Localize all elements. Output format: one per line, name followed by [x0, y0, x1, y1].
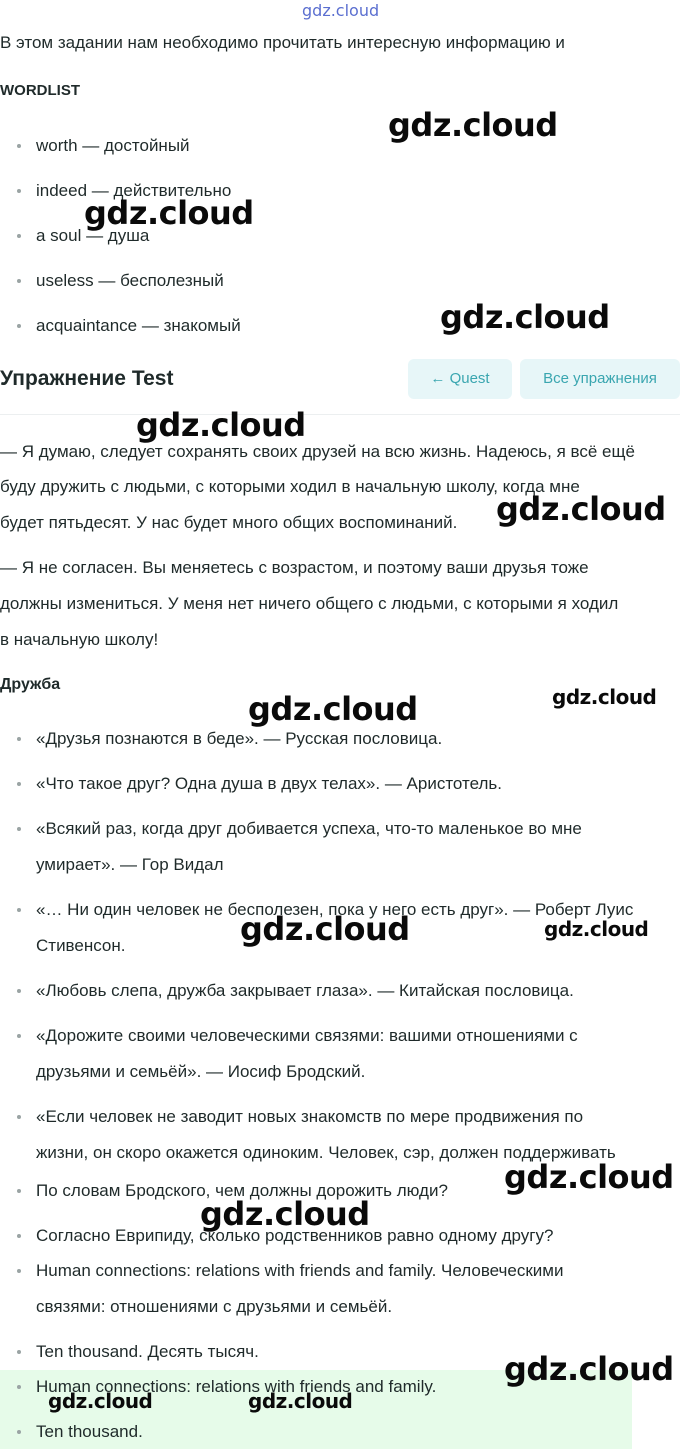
all-exercises-button[interactable]	[520, 359, 680, 399]
exercise-title: Упражнение Test	[0, 367, 174, 390]
watermark: gdz.cloud	[84, 194, 254, 232]
watermark: gdz.cloud	[136, 406, 306, 444]
watermark: gdz.cloud	[248, 1389, 353, 1413]
paragraph-line: — Я думаю, следует сохранять своих друзей на всю жизнь. Надеюсь, я всё ещё	[0, 442, 635, 461]
quest-button-label: Quest	[449, 370, 490, 387]
friendship-title: Дружба	[0, 676, 61, 693]
paragraph-line: будет пятьдесят. У нас будет много общих воспоминаний.	[0, 513, 458, 532]
watermark: gdz.cloud	[552, 685, 657, 709]
watermark: gdz.cloud	[504, 1158, 674, 1196]
watermark: gdz.cloud	[544, 917, 649, 941]
quest-button[interactable]	[408, 359, 512, 399]
watermark: gdz.cloud	[200, 1195, 370, 1233]
watermark: gdz.cloud	[248, 690, 418, 728]
wordlist-title: WORDLIST	[0, 82, 80, 99]
arrow-left-icon: ←	[430, 370, 446, 387]
watermark: gdz.cloud	[440, 298, 610, 336]
all-exercises-label: Все упражнения	[543, 370, 657, 387]
watermark: gdz.cloud	[504, 1350, 674, 1388]
watermark: gdz.cloud	[48, 1389, 153, 1413]
paragraph-line: — Я не согласен. Вы меняетесь с возрастом, и поэтому ваши друзья тоже	[0, 558, 589, 577]
watermark: gdz.cloud	[388, 106, 558, 144]
watermark: gdz.cloud	[240, 910, 410, 948]
exercise-header-bar	[0, 356, 680, 415]
paragraph-line: должны измениться. У меня нет ничего общего с людьми, с которыми я ходил	[0, 594, 619, 613]
intro-text: В этом задании нам необходимо прочитать интересную информацию и	[0, 33, 565, 52]
paragraph-line: в начальную школу!	[0, 630, 159, 649]
paragraph-line: буду дружить с людьми, с которыми ходил в начальную школу, когда мне	[0, 477, 580, 496]
watermark: gdz.cloud	[496, 490, 666, 528]
site-watermark-top: gdz.cloud	[302, 1, 380, 20]
